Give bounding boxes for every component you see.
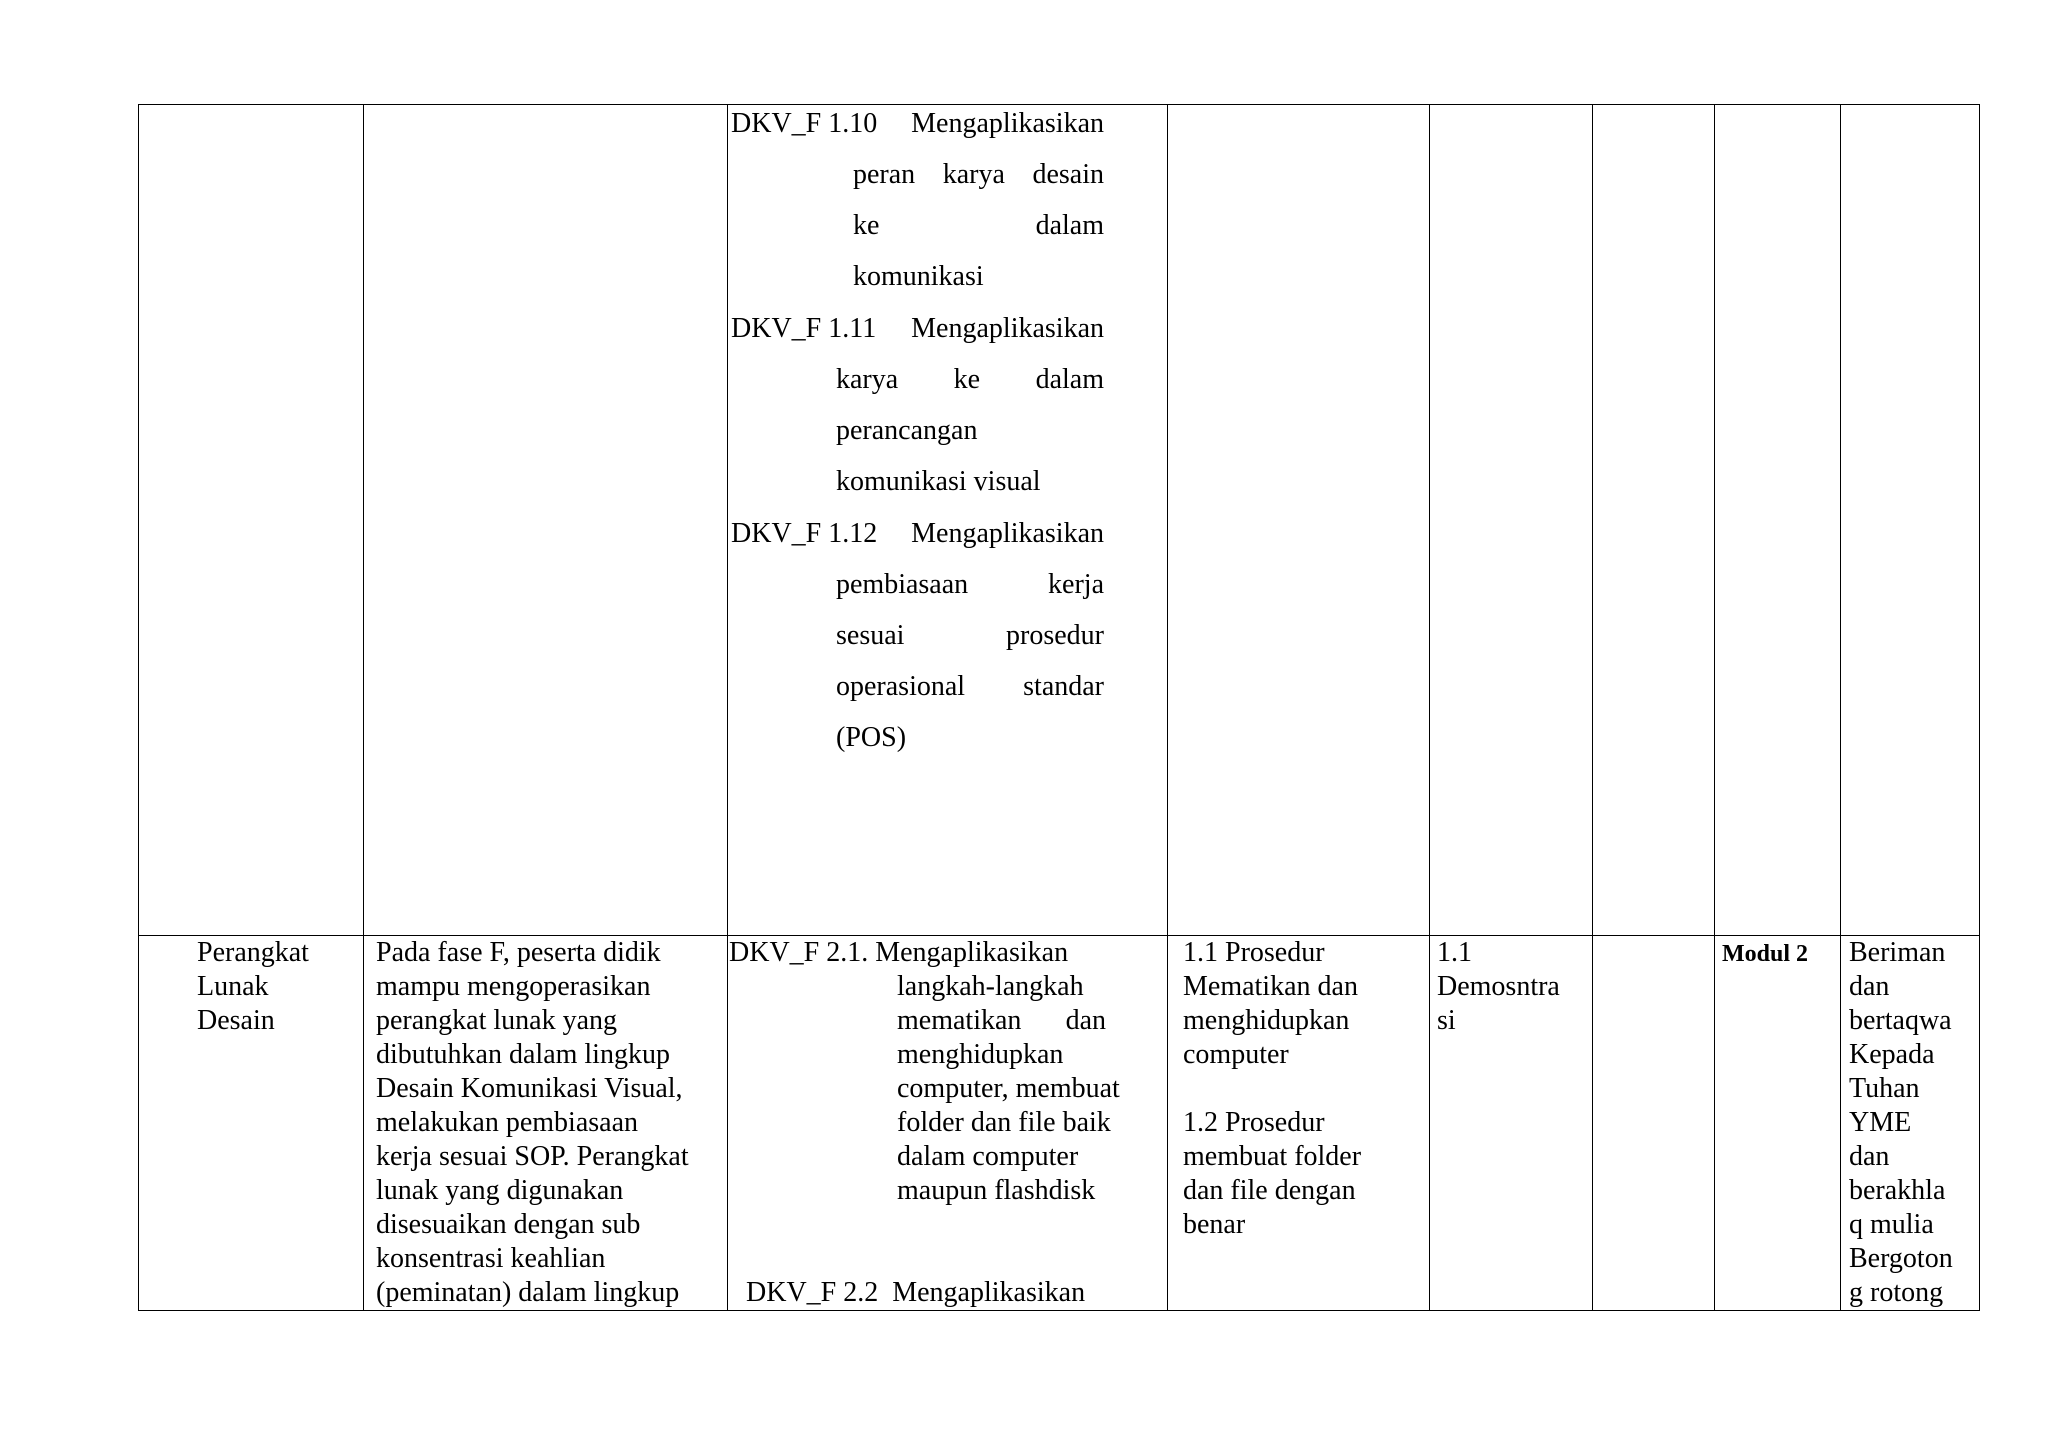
objective-line: komunikasi visual <box>836 466 1041 497</box>
profil-line: dan <box>1849 971 1890 1002</box>
capaian-line: kerja sesuai SOP. Perangkat <box>376 1141 689 1172</box>
col-divider <box>1167 105 1168 1310</box>
objective-line: perancangan <box>836 415 978 446</box>
element-line: Perangkat <box>197 937 309 968</box>
profil-line: bertaqwa <box>1849 1005 1952 1036</box>
profil-line: dan <box>1849 1141 1890 1172</box>
objective-heading: DKV_F 2.2 Mengaplikasikan <box>746 1277 1086 1308</box>
element-line: Desain <box>197 1005 275 1036</box>
capaian-line: Desain Komunikasi Visual, <box>376 1073 683 1104</box>
materi-line: menghidupkan <box>1183 1005 1350 1036</box>
objective-heading: DKV_F 1.11 Mengaplikasikan <box>731 313 1104 344</box>
objective-line: (POS) <box>836 722 907 753</box>
capaian-line: melakukan pembiasaan <box>376 1107 639 1138</box>
capaian-line: mampu mengoperasikan <box>376 971 651 1002</box>
objective-line: computer, membuat <box>897 1073 1120 1104</box>
materi-line: Mematikan dan <box>1183 971 1358 1002</box>
objective-line: mematikan dan <box>897 1005 1106 1036</box>
profil-line: q mulia <box>1849 1209 1934 1240</box>
objective-line: ke dalam <box>853 210 1104 241</box>
capaian-line: lunak yang digunakan <box>376 1175 624 1206</box>
profil-line: Bergoton <box>1849 1243 1953 1274</box>
objective-line: pembiasaan kerja <box>836 569 1104 600</box>
profil-line: berakhla <box>1849 1175 1946 1206</box>
profil-line: Tuhan <box>1849 1073 1920 1104</box>
metode-line: Demosntra <box>1437 971 1560 1002</box>
objective-line: operasional standar <box>836 671 1104 702</box>
materi-line: 1.2 Prosedur <box>1183 1107 1325 1138</box>
profil-line: Beriman <box>1849 937 1946 968</box>
objective-line: karya ke dalam <box>836 364 1104 395</box>
profil-line: YME <box>1849 1107 1912 1138</box>
objective-heading: DKV_F 1.10 Mengaplikasikan <box>731 108 1104 139</box>
capaian-line: disesuaikan dengan sub <box>376 1209 641 1240</box>
materi-line: membuat folder <box>1183 1141 1362 1172</box>
materi-line: 1.1 Prosedur <box>1183 937 1325 968</box>
capaian-line: konsentrasi keahlian <box>376 1243 606 1274</box>
col-divider <box>1714 105 1715 1310</box>
element-line: Lunak <box>197 971 269 1002</box>
modul-label: Modul 2 <box>1722 941 1809 967</box>
metode-line: 1.1 <box>1437 937 1472 968</box>
objective-heading: DKV_F 1.12 Mengaplikasikan <box>731 518 1104 549</box>
capaian-line: perangkat lunak yang <box>376 1005 618 1036</box>
objective-line: folder dan file baik <box>897 1107 1111 1138</box>
objective-line: peran karya desain <box>853 159 1104 190</box>
materi-line: computer <box>1183 1039 1289 1070</box>
objective-line: menghidupkan <box>897 1039 1064 1070</box>
col-divider <box>1592 105 1593 1310</box>
col-divider <box>363 105 364 1310</box>
materi-line: benar <box>1183 1209 1246 1240</box>
col-divider <box>1840 105 1841 1310</box>
objective-line: komunikasi <box>853 261 984 292</box>
profil-line: g rotong <box>1849 1277 1944 1308</box>
profil-line: Kepada <box>1849 1039 1935 1070</box>
capaian-line: Pada fase F, peserta didik <box>376 937 661 968</box>
materi-line: dan file dengan <box>1183 1175 1356 1206</box>
objective-line: dalam computer <box>897 1141 1079 1172</box>
objective-line: sesuai prosedur <box>836 620 1104 651</box>
objective-line: langkah-langkah <box>897 971 1084 1002</box>
col-divider <box>1429 105 1430 1310</box>
objective-line: maupun flashdisk <box>897 1175 1096 1206</box>
objective-heading: DKV_F 2.1. Mengaplikasikan <box>729 937 1069 968</box>
metode-line: si <box>1437 1005 1456 1036</box>
col-divider <box>727 105 728 1310</box>
capaian-line: (peminatan) dalam lingkup <box>376 1277 680 1308</box>
capaian-line: dibutuhkan dalam lingkup <box>376 1039 670 1070</box>
